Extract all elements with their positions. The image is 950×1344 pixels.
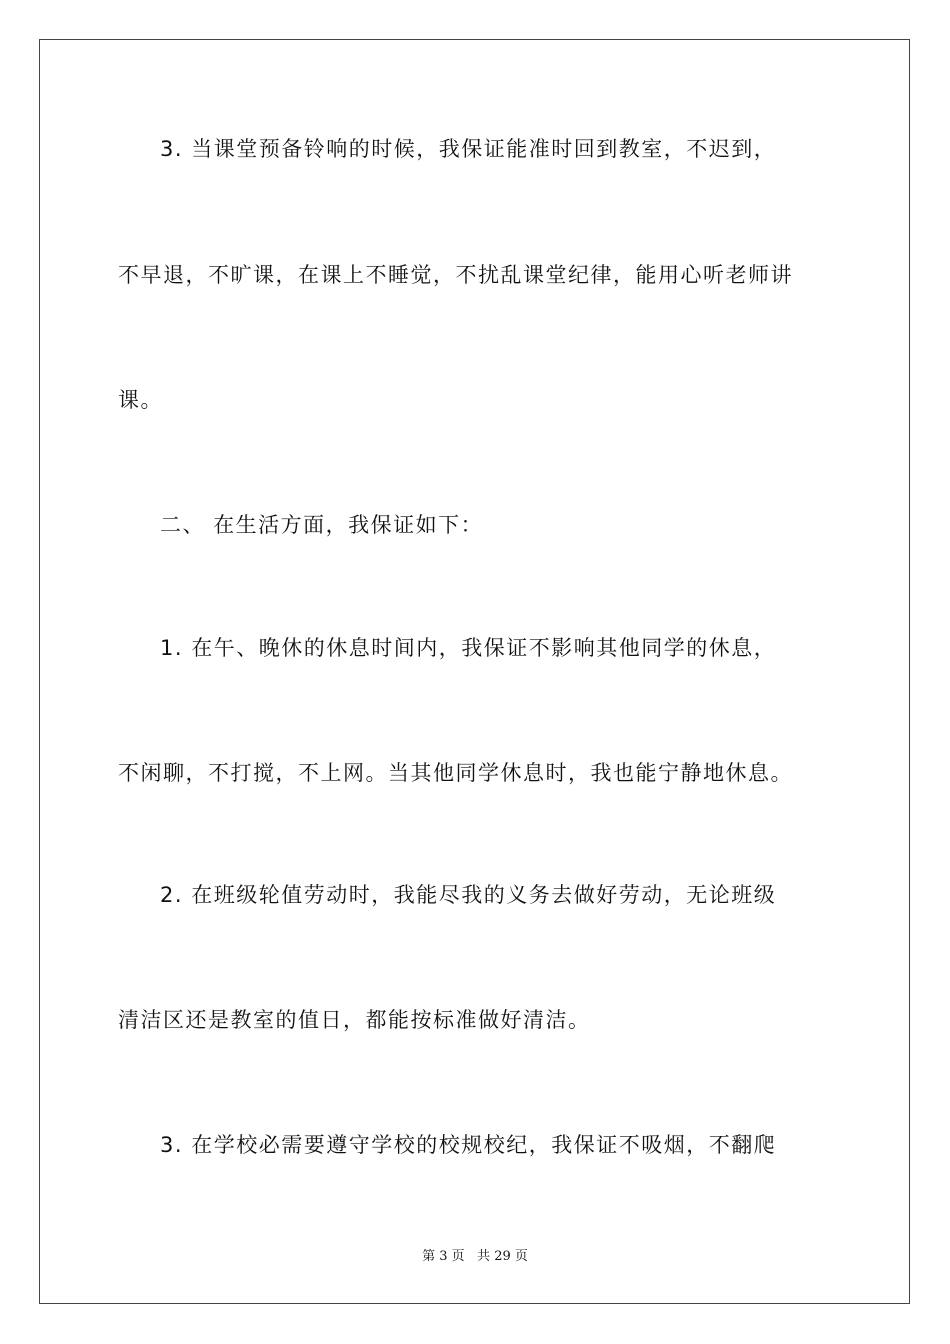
paragraph-line-7: 2. 在班级轮值劳动时，我能尽我的义务去做好劳动，无论班级 [160,883,777,907]
section-heading-life: 二、 在生活方面，我保证如下： [160,513,484,537]
paragraph-line-2: 不早退，不旷课，在课上不睡觉，不扰乱课堂纪律，能用心听老师讲 [118,263,793,287]
paragraph-line-3: 课。 [118,388,163,412]
page-border [39,39,910,1304]
paragraph-line-5: 1. 在午、晚休的休息时间内，我保证不影响其他同学的休息， [160,636,777,660]
paragraph-line-8: 清洁区还是教室的值日，都能按标准做好清洁。 [118,1008,591,1032]
paragraph-line-6: 不闲聊，不打搅，不上网。当其他同学休息时，我也能宁静地休息。 [118,761,793,785]
paragraph-line-1: 3. 当课堂预备铃响的时候，我保证能准时回到教室，不迟到， [160,137,777,161]
page-number-footer: 第 3 页 共 29 页 [422,1249,528,1264]
paragraph-line-9: 3. 在学校必需要遵守学校的校规校纪，我保证不吸烟，不翻爬 [160,1133,777,1157]
